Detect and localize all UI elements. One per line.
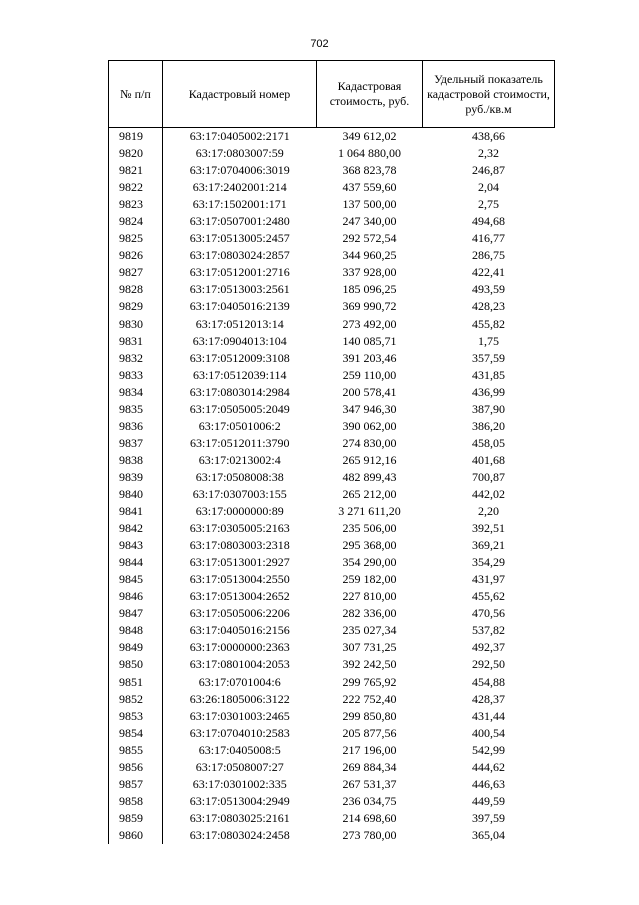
specific-indicator-cell: 455,62 [472, 589, 505, 604]
row-number-cell: 9820 [109, 145, 163, 162]
cadastral-cost-cell: 259 182,00 [342, 572, 397, 587]
table-row [109, 674, 555, 691]
row-number-cell: 9829 [109, 298, 163, 315]
cadastral-number-cell: 63:17:0512039:114 [192, 367, 287, 382]
cadastral-number-cell: 63:17:0000000:2363 [189, 640, 290, 655]
specific-indicator-cell: 2,32 [478, 146, 499, 161]
table-row [109, 827, 555, 844]
table-row [109, 247, 555, 264]
header-cadastral-cost: Кадастровая стоимость, руб. [317, 61, 423, 128]
cadastral-cost-cell: 247 340,00 [342, 214, 397, 229]
row-number-cell: 9824 [109, 213, 163, 230]
specific-indicator-cell: 365,04 [472, 827, 505, 842]
table-row [109, 793, 555, 810]
cadastral-cost-cell: 369 990,72 [342, 299, 397, 314]
cadastral-cost-cell: 390 062,00 [342, 418, 397, 433]
specific-indicator-cell: 700,87 [472, 469, 505, 484]
row-number-cell: 9831 [109, 333, 163, 350]
specific-indicator-cell: 246,87 [472, 163, 505, 178]
cadastral-number-cell: 63:17:0803007:59 [195, 146, 284, 161]
table-row [109, 196, 555, 213]
cadastral-cost-cell: 3 271 611,20 [338, 504, 401, 519]
cadastral-cost-cell: 235 506,00 [342, 521, 397, 536]
table-row [109, 213, 555, 230]
table-row [109, 350, 555, 367]
specific-indicator-cell: 387,90 [472, 401, 505, 416]
row-number-cell: 9833 [109, 367, 163, 384]
row-number-cell: 9856 [109, 759, 163, 776]
specific-indicator-cell: 431,97 [472, 572, 505, 587]
table-row [109, 520, 555, 537]
cadastral-number-cell: 63:17:0704006:3019 [189, 163, 290, 178]
specific-indicator-cell: 494,68 [472, 214, 505, 229]
cadastral-cost-cell: 299 850,80 [342, 708, 397, 723]
row-number-cell: 9858 [109, 793, 163, 810]
cadastral-cost-cell: 267 531,37 [342, 776, 397, 791]
cadastral-cost-cell: 349 612,02 [342, 129, 397, 143]
table-row [109, 145, 555, 162]
row-number-cell: 9842 [109, 520, 163, 537]
row-number-cell: 9851 [109, 674, 163, 691]
cadastral-cost-cell: 214 698,60 [342, 810, 397, 825]
cadastral-cost-cell: 217 196,00 [342, 742, 397, 757]
cadastral-number-cell: 63:17:0301003:2465 [189, 708, 290, 723]
table-row [109, 605, 555, 622]
row-number-cell: 9855 [109, 742, 163, 759]
specific-indicator-cell: 436,99 [472, 384, 505, 399]
cadastral-cost-cell: 1 064 880,00 [338, 146, 401, 161]
specific-indicator-cell: 542,99 [472, 742, 505, 757]
row-number-cell: 9825 [109, 230, 163, 247]
table-row [109, 742, 555, 759]
table-row [109, 810, 555, 827]
table-row [109, 691, 555, 708]
table-row [109, 418, 555, 435]
cadastral-number-cell: 63:17:0508007:27 [195, 759, 284, 774]
specific-indicator-cell: 2,20 [478, 504, 499, 519]
table-row [109, 776, 555, 793]
specific-indicator-cell: 386,20 [472, 418, 505, 433]
specific-indicator-cell: 442,02 [472, 486, 505, 501]
specific-indicator-cell: 438,66 [472, 129, 505, 143]
specific-indicator-cell: 493,59 [472, 282, 505, 297]
cadastral-number-cell: 63:17:0405016:2156 [189, 623, 290, 638]
cadastral-cost-cell: 236 034,75 [342, 793, 397, 808]
row-number-cell: 9853 [109, 708, 163, 725]
cadastral-number-cell: 63:17:0513001:2927 [189, 555, 290, 570]
specific-indicator-cell: 422,41 [472, 265, 505, 280]
specific-indicator-cell: 416,77 [472, 231, 505, 246]
table-row [109, 725, 555, 742]
specific-indicator-cell: 458,05 [472, 435, 505, 450]
specific-indicator-cell: 454,88 [472, 674, 505, 689]
cadastral-number-cell: 63:17:0512013:14 [195, 316, 284, 331]
table-row [109, 656, 555, 673]
specific-indicator-cell: 400,54 [472, 725, 505, 740]
table-row [109, 384, 555, 401]
cadastral-number-cell: 63:17:0405002:2171 [189, 129, 290, 143]
cadastral-cost-cell: 307 731,25 [342, 640, 397, 655]
cadastral-number-cell: 63:17:1502001:171 [192, 197, 287, 212]
specific-indicator-cell: 2,75 [478, 197, 499, 212]
table-row [109, 452, 555, 469]
cadastral-number-cell: 63:17:0513004:2652 [189, 589, 290, 604]
cadastral-number-cell: 63:17:0513005:2457 [189, 231, 290, 246]
cadastral-number-cell: 63:17:0505005:2049 [189, 401, 290, 416]
page-number: 702 [310, 38, 329, 50]
cadastral-cost-cell: 185 096,25 [342, 282, 397, 297]
cadastral-number-cell: 63:17:0513004:2550 [189, 572, 290, 587]
cadastral-cost-cell: 137 500,00 [342, 197, 397, 212]
cadastral-cost-cell: 391 203,46 [342, 350, 397, 365]
specific-indicator-cell: 428,23 [472, 299, 505, 314]
specific-indicator-cell: 357,59 [472, 350, 505, 365]
row-number-cell: 9841 [109, 503, 163, 520]
cadastral-cost-cell: 274 830,00 [342, 435, 397, 450]
specific-indicator-cell: 455,82 [472, 316, 505, 331]
cadastral-cost-cell: 222 752,40 [342, 691, 397, 706]
cadastral-number-cell: 63:17:0305005:2163 [189, 521, 290, 536]
cadastral-number-cell: 63:17:0803014:2984 [189, 384, 290, 399]
table-row [109, 622, 555, 639]
table-body [109, 128, 555, 844]
cadastral-number-cell: 63:17:0405008:5 [198, 742, 281, 757]
cadastral-number-cell: 63:17:0508008:38 [195, 469, 284, 484]
cadastral-cost-cell: 205 877,56 [342, 725, 397, 740]
specific-indicator-cell: 292,50 [472, 657, 505, 672]
table-row [109, 298, 555, 315]
row-number-cell: 9835 [109, 401, 163, 418]
cadastral-number-cell: 63:17:0512001:2716 [189, 265, 290, 280]
cadastral-number-cell: 63:17:0307003:155 [192, 486, 287, 501]
table-row [109, 367, 555, 384]
cadastral-number-cell: 63:17:0213002:4 [198, 452, 281, 467]
row-number-cell: 9819 [109, 128, 163, 146]
row-number-cell: 9852 [109, 691, 163, 708]
row-number-cell: 9840 [109, 486, 163, 503]
cadastral-cost-cell: 273 780,00 [342, 827, 397, 842]
table-row [109, 469, 555, 486]
cadastral-number-cell: 63:17:0803025:2161 [189, 810, 290, 825]
header-num: № п/п [109, 61, 163, 128]
specific-indicator-cell: 397,59 [472, 810, 505, 825]
cadastral-number-cell: 63:17:0803024:2857 [189, 248, 290, 263]
row-number-cell: 9830 [109, 316, 163, 333]
cadastral-cost-cell: 368 823,78 [342, 163, 397, 178]
cadastral-cost-cell: 235 027,34 [342, 623, 397, 638]
cadastral-number-cell: 63:17:0000000:89 [195, 504, 284, 519]
specific-indicator-cell: 401,68 [472, 452, 505, 467]
cadastral-cost-cell: 344 960,25 [342, 248, 397, 263]
specific-indicator-cell: 444,62 [472, 759, 505, 774]
cadastral-number-cell: 63:17:2402001:214 [192, 180, 287, 195]
row-number-cell: 9823 [109, 196, 163, 213]
row-number-cell: 9845 [109, 571, 163, 588]
cadastral-number-cell: 63:17:0512011:3790 [189, 435, 290, 450]
table-row [109, 316, 555, 333]
table-row [109, 230, 555, 247]
cadastral-cost-cell: 227 810,00 [342, 589, 397, 604]
row-number-cell: 9860 [109, 827, 163, 844]
row-number-cell: 9832 [109, 350, 163, 367]
table-row [109, 537, 555, 554]
table-row [109, 162, 555, 179]
row-number-cell: 9834 [109, 384, 163, 401]
cadastral-cost-cell: 140 085,71 [342, 333, 397, 348]
specific-indicator-cell: 446,63 [472, 776, 505, 791]
cadastral-cost-cell: 482 899,43 [342, 469, 397, 484]
table-row [109, 435, 555, 452]
cadastral-cost-cell: 292 572,54 [342, 231, 397, 246]
cadastral-cost-cell: 265 212,00 [342, 486, 397, 501]
specific-indicator-cell: 428,37 [472, 691, 505, 706]
row-number-cell: 9836 [109, 418, 163, 435]
cadastral-number-cell: 63:17:0803024:2458 [189, 827, 290, 842]
cadastral-cost-cell: 265 912,16 [342, 452, 397, 467]
row-number-cell: 9854 [109, 725, 163, 742]
row-number-cell: 9846 [109, 588, 163, 605]
cadastral-cost-cell: 269 884,34 [342, 759, 397, 774]
header-specific-indicator: Удельный показатель кадастровой стоимости, руб./кв.м [423, 61, 555, 128]
cadastral-cost-cell: 337 928,00 [342, 265, 397, 280]
cadastral-number-cell: 63:17:0301002:335 [192, 776, 287, 791]
cadastral-cost-cell: 354 290,00 [342, 555, 397, 570]
cadastral-number-cell: 63:17:0803003:2318 [189, 538, 290, 553]
cadastral-number-cell: 63:17:0512009:3108 [189, 350, 290, 365]
cadastral-number-cell: 63:17:0701004:6 [198, 674, 281, 689]
specific-indicator-cell: 286,75 [472, 248, 505, 263]
table-row [109, 264, 555, 281]
cadastral-number-cell: 63:17:0801004:2053 [189, 657, 290, 672]
specific-indicator-cell: 392,51 [472, 521, 505, 536]
specific-indicator-cell: 1,75 [478, 333, 499, 348]
table-row [109, 281, 555, 298]
row-number-cell: 9848 [109, 622, 163, 639]
table-row [109, 571, 555, 588]
row-number-cell: 9826 [109, 247, 163, 264]
specific-indicator-cell: 369,21 [472, 538, 505, 553]
table-row [109, 486, 555, 503]
specific-indicator-cell: 354,29 [472, 555, 505, 570]
cadastral-cost-cell: 392 242,50 [342, 657, 397, 672]
row-number-cell: 9839 [109, 469, 163, 486]
row-number-cell: 9828 [109, 281, 163, 298]
specific-indicator-cell: 2,04 [478, 180, 499, 195]
specific-indicator-cell: 431,85 [472, 367, 505, 382]
cadastral-number-cell: 63:17:0507001:2480 [189, 214, 290, 229]
row-number-cell: 9849 [109, 639, 163, 656]
table-row [109, 503, 555, 520]
cadastral-cost-cell: 295 368,00 [342, 538, 397, 553]
cadastral-cost-cell: 273 492,00 [342, 316, 397, 331]
cadastral-number-cell: 63:17:0405016:2139 [189, 299, 290, 314]
row-number-cell: 9821 [109, 162, 163, 179]
row-number-cell: 9847 [109, 605, 163, 622]
cadastral-cost-cell: 299 765,92 [342, 674, 397, 689]
table-row [109, 401, 555, 418]
table-row [109, 128, 555, 146]
cadastral-number-cell: 63:17:0505006:2206 [189, 606, 290, 621]
row-number-cell: 9850 [109, 656, 163, 673]
specific-indicator-cell: 470,56 [472, 606, 505, 621]
table-row [109, 588, 555, 605]
cadastral-cost-cell: 437 559,60 [342, 180, 397, 195]
cadastral-number-cell: 63:17:0501006:2 [198, 418, 281, 433]
cadastral-cost-cell: 282 336,00 [342, 606, 397, 621]
row-number-cell: 9843 [109, 537, 163, 554]
specific-indicator-cell: 449,59 [472, 793, 505, 808]
row-number-cell: 9859 [109, 810, 163, 827]
row-number-cell: 9857 [109, 776, 163, 793]
table-row [109, 333, 555, 350]
table-row [109, 708, 555, 725]
cadastral-cost-cell: 200 578,41 [342, 384, 397, 399]
cadastral-number-cell: 63:17:0513004:2949 [189, 793, 290, 808]
cadastral-number-cell: 63:17:0704010:2583 [189, 725, 290, 740]
cadastral-cost-cell: 347 946,30 [342, 401, 397, 416]
table-row [109, 639, 555, 656]
cadastral-number-cell: 63:26:1805006:3122 [189, 691, 290, 706]
header-cadastral-number: Кадастровый номер [163, 61, 317, 128]
table-row [109, 554, 555, 571]
cadastral-number-cell: 63:17:0513003:2561 [189, 282, 290, 297]
row-number-cell: 9822 [109, 179, 163, 196]
row-number-cell: 9827 [109, 264, 163, 281]
cadastral-table [108, 60, 555, 844]
specific-indicator-cell: 537,82 [472, 623, 505, 638]
table-row [109, 759, 555, 776]
table-row [109, 179, 555, 196]
row-number-cell: 9844 [109, 554, 163, 571]
row-number-cell: 9838 [109, 452, 163, 469]
row-number-cell: 9837 [109, 435, 163, 452]
specific-indicator-cell: 431,44 [472, 708, 505, 723]
cadastral-cost-cell: 259 110,00 [342, 367, 397, 382]
specific-indicator-cell: 492,37 [472, 640, 505, 655]
cadastral-number-cell: 63:17:0904013:104 [192, 333, 287, 348]
table-header-row [109, 61, 555, 128]
